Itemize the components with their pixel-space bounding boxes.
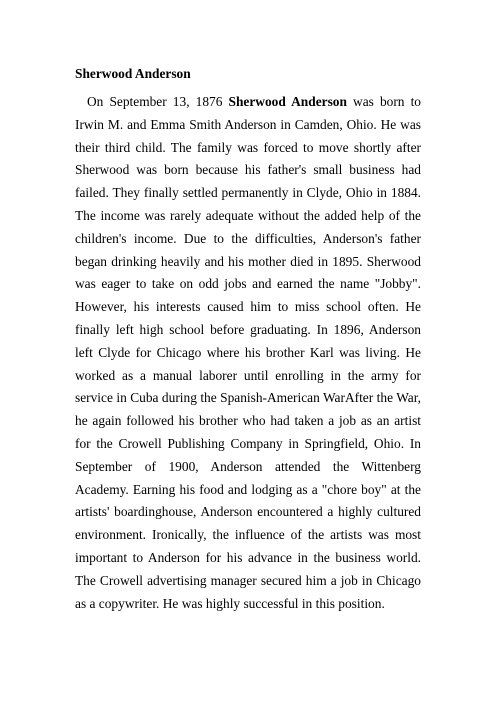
document-title: Sherwood Anderson <box>75 66 191 81</box>
paragraph-intro: On September 13, 1876 <box>87 94 229 109</box>
body-paragraph <box>75 91 421 615</box>
paragraph-text: was born to Irwin M. and Emma Smith Anderson in Camden, Ohio. He was their third child. The family was forced to move shortly after Sherwood was born because his father's small business had failed. They finally settled permanently in Clyde, Ohio in 1884. The income was rarely adequate without the added help of the children's income. Due to the difficulties, Anderson's father began drinking heavily and his mother died in 1895. Sherwood was eager to take on odd jobs and earned the name "Jobby". However, his interests caused him to miss school often. He finally left high school before graduating. In 1896, Anderson left Clyde for Chicago where his brother Karl was living. He worked as a manual laborer until enrolling in the army for service in Cuba during the Spanish-American WarAfter the War, he again followed his brother who had taken a job as an artist for the Crowell Publishing Company in Springfield, Ohio. In September of 1900, Anderson attended the Wittenberg Academy. Earning his food and lodging as a "chore boy" at the artists' boardinghouse, Anderson encountered a highly cultured environment. Ironically, the influence of the artists was most important to Anderson for his advance in the business world. The Crowell advertising manager secured him a job in Chicago as a copywriter. He was highly successful in this position. <box>75 94 421 611</box>
author-name-bold: Sherwood Anderson <box>228 94 347 109</box>
